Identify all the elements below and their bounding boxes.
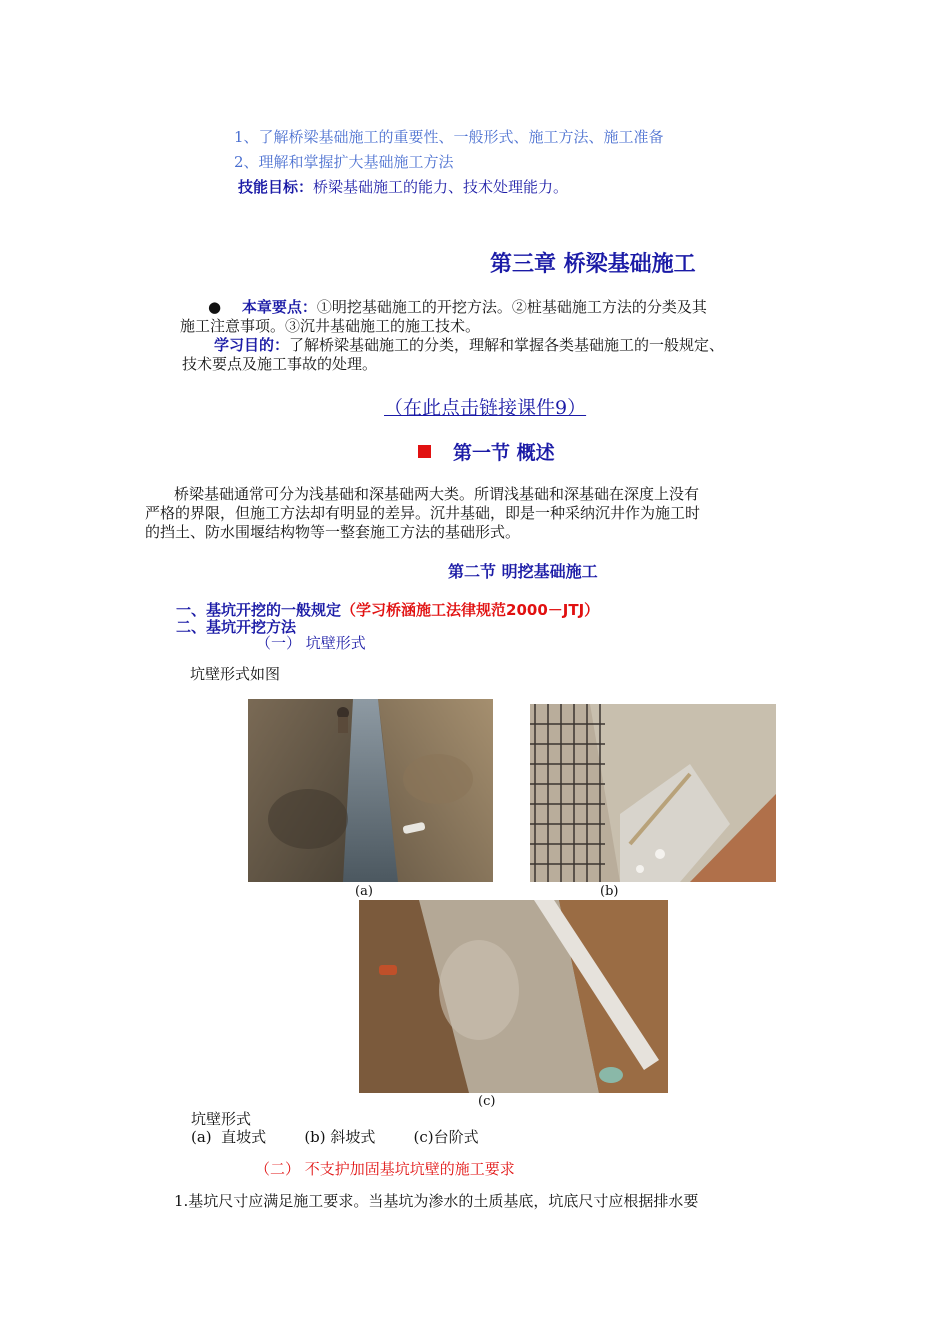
figure-title: 坑壁形式 — [191, 1110, 252, 1128]
section-1-para-line-3: 的挡土、防水围堰结构物等一整套施工方法的基础形式。 — [145, 523, 521, 541]
photo-a-vertical-trench — [248, 699, 493, 882]
chapter-title: 第三章 桥梁基础施工 — [490, 251, 696, 277]
purpose-line-1 — [214, 336, 724, 354]
purpose-label: 学习目的： — [214, 336, 290, 354]
bullet-icon: ● — [208, 298, 222, 316]
photo-b-sloped-pit — [530, 704, 776, 882]
goal-1: 1、了解桥梁基础施工的重要性、一般形式、施工方法、施工准备 — [234, 128, 664, 146]
caption-b: (b) — [600, 884, 619, 899]
sub-1: （一） 坑壁形式 — [256, 634, 366, 652]
red-square-icon — [418, 445, 431, 458]
caption-a: (a) — [355, 884, 373, 899]
keypoints-line-2: 施工注意事项。③沉井基础施工的施工技术。 — [180, 317, 481, 335]
figure-intro: 坑壁形式如图 — [190, 665, 281, 683]
skill-goal-text: 桥梁基础施工的能力、技术处理能力。 — [313, 178, 569, 196]
keypoints-label: 本章要点： — [241, 298, 317, 316]
keypoints-text-1: ①明挖基础施工的开挖方法。②桩基础施工方法的分类及其 — [316, 298, 707, 316]
section-1-para-line-2: 严格的界限，但施工方法却有明显的差异。沉井基础，即是一种采纳沉井作为施工时 — [145, 504, 701, 522]
section-1-heading — [418, 438, 555, 465]
purpose-line-2: 技术要点及施工事故的处理。 — [182, 355, 378, 373]
photo-a-svg — [248, 699, 493, 882]
photo-c-svg — [359, 900, 668, 1093]
section-1-para-line-1: 桥梁基础通常可分为浅基础和深基础两大类。所谓浅基础和深基础在深度上没有 — [174, 485, 700, 503]
caption-c: (c) — [478, 1094, 496, 1109]
courseware-link[interactable]: （在此点击链接课件9） — [384, 397, 587, 419]
para-2: 1.基坑尺寸应满足施工要求。当基坑为渗水的土质基底，坑底尺寸应根据排水要 — [174, 1192, 699, 1210]
keypoints-line-1 — [208, 298, 707, 316]
skill-goal-label: 技能目标： — [238, 178, 314, 196]
item-2: 二、基坑开挖方法 — [176, 618, 297, 636]
section-2-title: 第二节 明挖基础施工 — [448, 562, 598, 581]
photo-b-svg — [530, 704, 776, 882]
sub-2: （二） 不支护加固基坑坑壁的施工要求 — [255, 1160, 515, 1178]
goal-2: 2、理解和掌握扩大基础施工方法 — [234, 153, 454, 171]
photo-c-stepped-trench — [359, 900, 668, 1093]
skill-goal — [238, 176, 568, 197]
figure-legend: (a) 直坡式 (b) 斜坡式 (c)台阶式 — [191, 1128, 479, 1146]
item-1-suffix: （学习桥涵施工法律规范2000－JTJ） — [341, 601, 600, 619]
purpose-text-1: 了解桥梁基础施工的分类，理解和掌握各类基础施工的一般规定、 — [289, 336, 725, 354]
item-1-prefix: 一、基坑开挖的一般规定 — [176, 601, 342, 619]
section-1-title: 第一节 概述 — [453, 442, 555, 464]
